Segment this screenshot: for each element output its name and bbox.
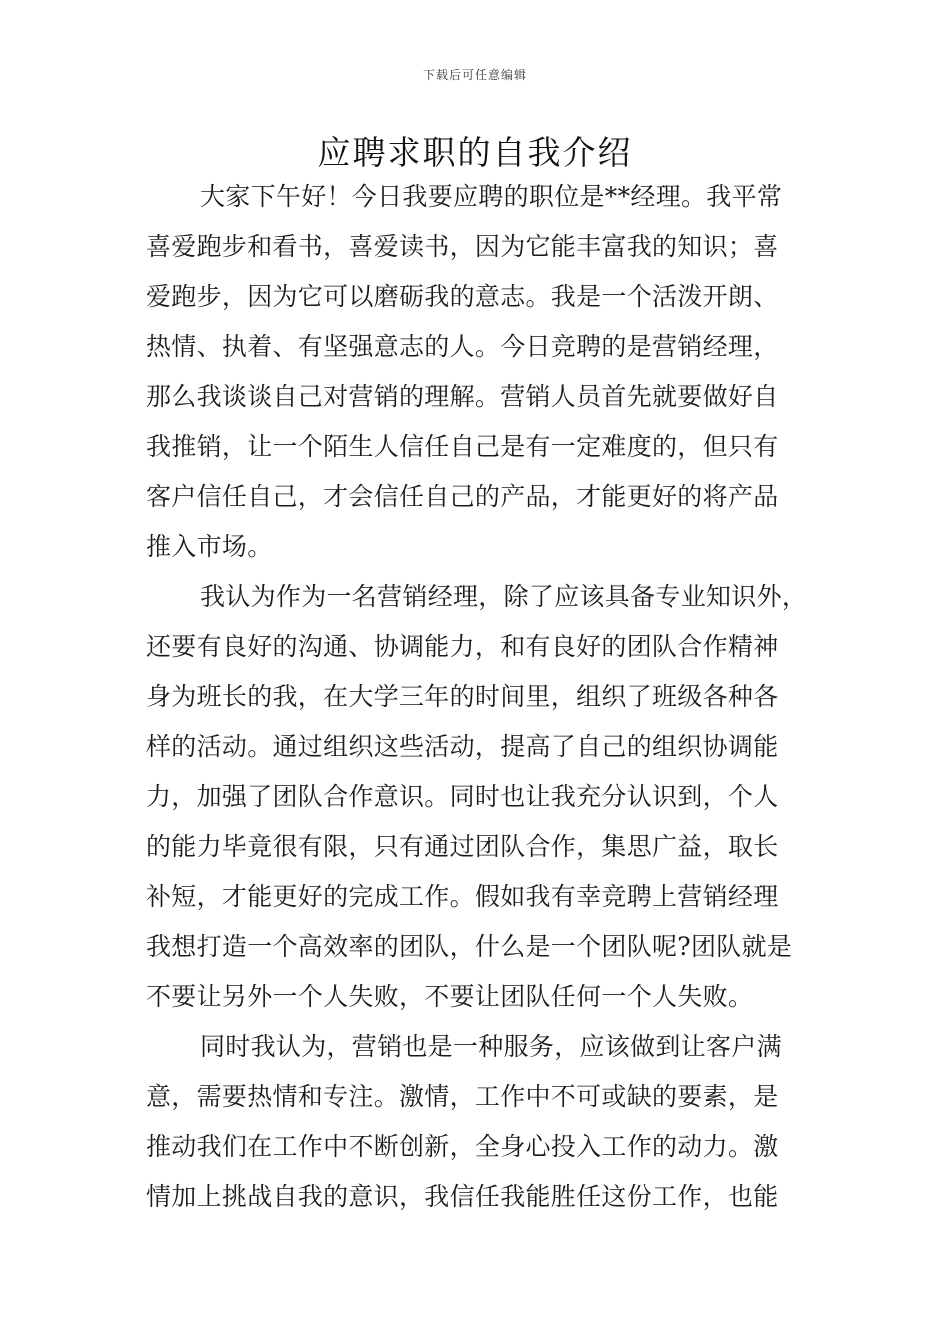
paragraph-line: 同时我认为，营销也是一种服务，应该做到让客户满 [200,1032,782,1061]
paragraph-line: 热情、执着、有坚强意志的人。今日竞聘的是营销经理， [146,332,779,361]
paragraph-line: 不要让另外一个人失败，不要让团队任何一个人失败。 [146,982,754,1011]
paragraph-line: 爱跑步，因为它可以磨砺我的意志。我是一个活泼开朗、 [146,282,779,311]
paragraph-line: 大家下午好！今日我要应聘的职位是**经理。我平常 [200,182,783,211]
paragraph-line: 推动我们在工作中不断创新，全身心投入工作的动力。激 [146,1132,779,1161]
paragraph-line: 样的活动。通过组织这些活动，提高了自己的组织协调能 [146,732,779,761]
paragraph-line: 补短，才能更好的完成工作。假如我有幸竞聘上营销经理 [146,882,779,911]
paragraph-line: 力，加强了团队合作意识。同时也让我充分认识到，个人 [146,782,779,811]
paragraph-line: 那么我谈谈自己对营销的理解。营销人员首先就要做好自 [146,382,779,411]
paragraph-line: 我推销，让一个陌生人信任自己是有一定难度的，但只有 [146,432,779,461]
paragraph-line: 我认为作为一名营销经理，除了应该具备专业知识外， [200,582,808,611]
paragraph-line: 意，需要热情和专注。激情，工作中不可或缺的要素，是 [146,1082,779,1111]
paragraph-line: 情加上挑战自我的意识，我信任我能胜任这份工作，也能 [146,1182,779,1211]
paragraph-line: 喜爱跑步和看书，喜爱读书，因为它能丰富我的知识；喜 [146,232,779,261]
paragraph-line: 身为班长的我，在大学三年的时间里，组织了班级各种各 [146,682,779,711]
page-title: 应聘求职的自我介绍 [317,133,633,172]
header-note: 下载后可任意编辑 [422,68,527,82]
paragraph-line: 推入市场。 [146,532,273,561]
paragraph-line: 我想打造一个高效率的团队，什么是一个团队呢?团队就是 [146,932,793,961]
paragraph-line: 还要有良好的沟通、协调能力，和有良好的团队合作精神 [146,632,779,661]
paragraph-line: 的能力毕竟很有限，只有通过团队合作，集思广益，取长 [146,832,779,861]
paragraph-line: 客户信任自己，才会信任自己的产品，才能更好的将产品 [146,482,779,511]
